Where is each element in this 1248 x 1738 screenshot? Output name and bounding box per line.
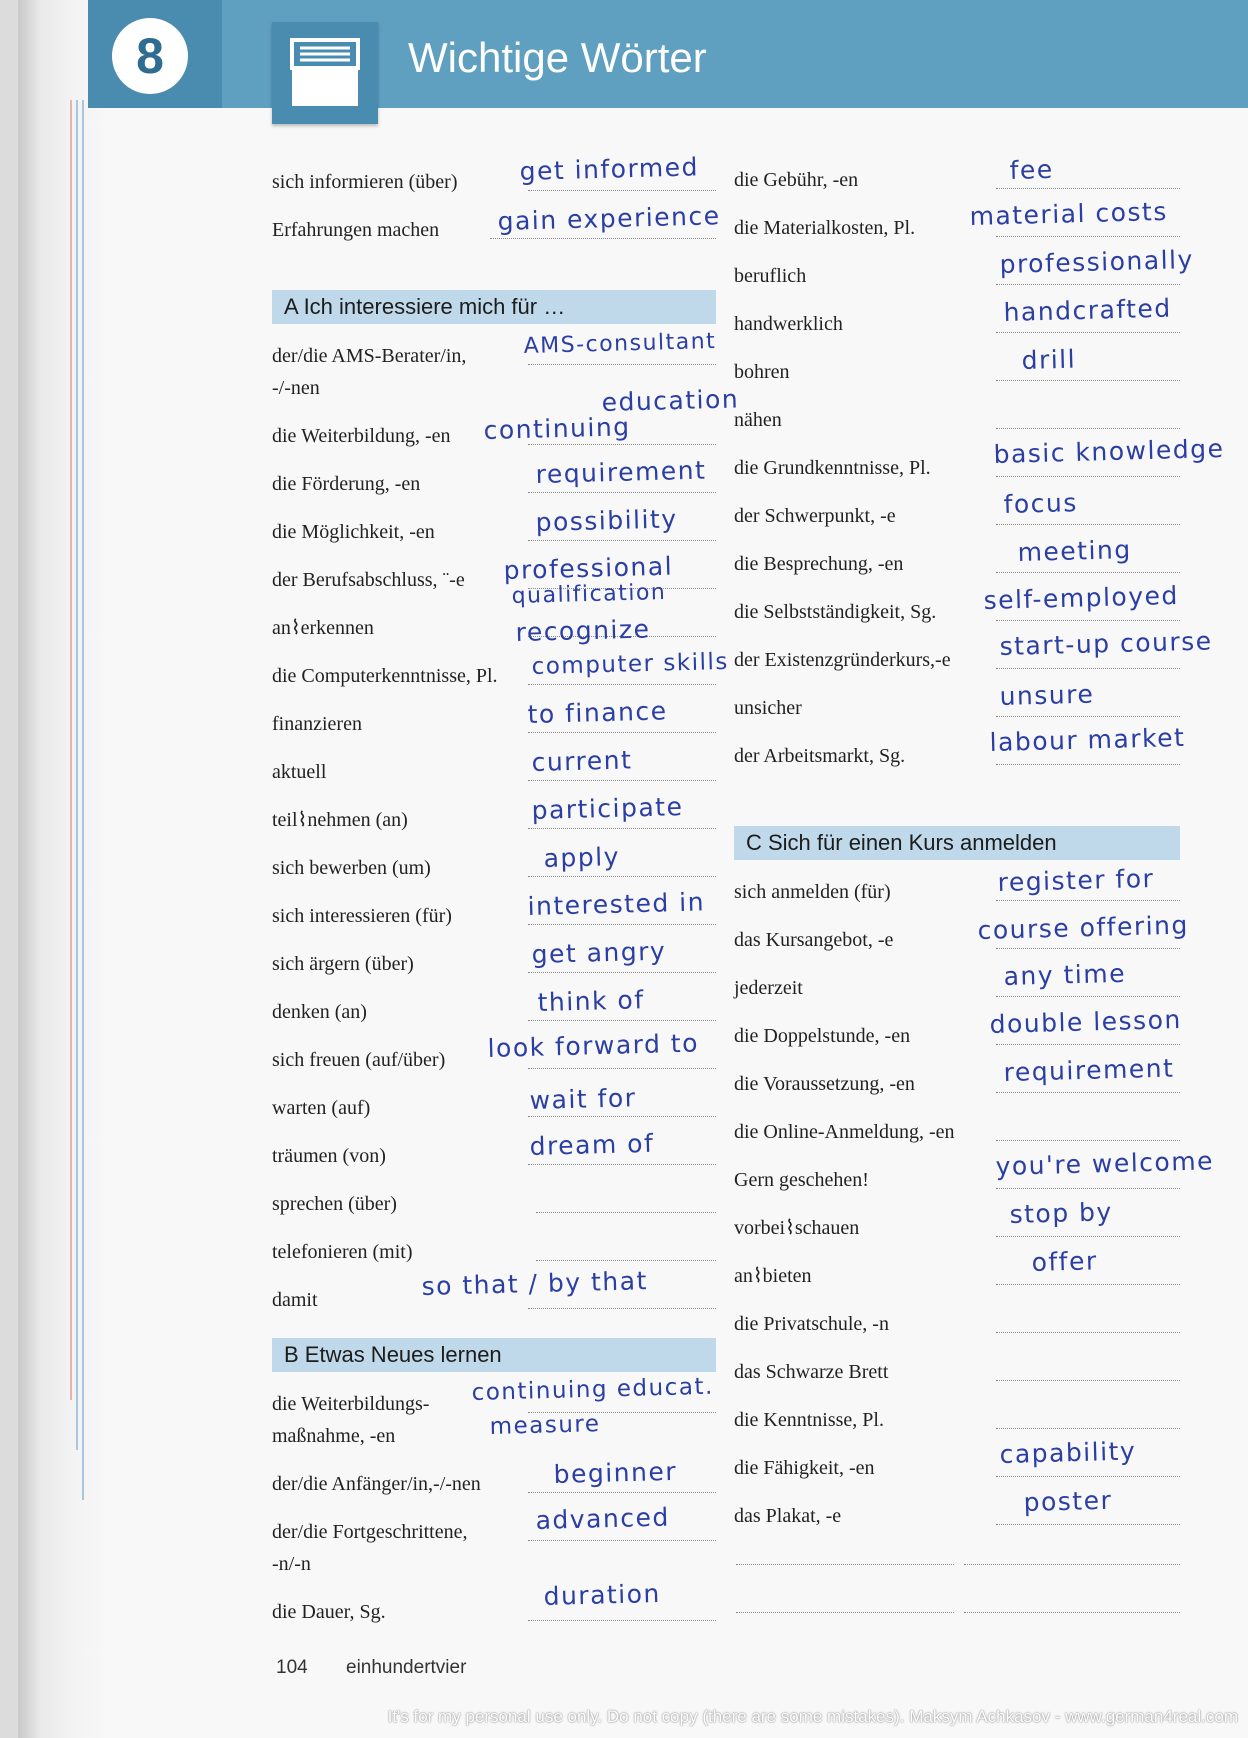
- answer-line: [996, 1524, 1180, 1525]
- handwritten-note: professionally: [999, 244, 1195, 279]
- answer-line: [490, 238, 716, 239]
- handwritten-note: beginner: [553, 1456, 678, 1489]
- handwritten-note: poster: [1023, 1485, 1113, 1517]
- vocab-word: die Besprechung, -en: [734, 553, 904, 575]
- vocab-word: sich freuen (auf/über): [272, 1049, 446, 1071]
- answer-line: [996, 236, 1180, 237]
- page-edge-line: [76, 100, 78, 1450]
- section-a-heading: A Ich interessiere mich für …: [272, 290, 716, 324]
- vocab-word: die Fähigkeit, -en: [734, 1457, 875, 1479]
- vocab-word: die Kenntnisse, Pl.: [734, 1409, 884, 1431]
- answer-line: [996, 1380, 1180, 1381]
- answer-line: [996, 1044, 1180, 1045]
- answer-line: [528, 540, 716, 541]
- vocab-word: sich interessieren (für): [272, 905, 452, 927]
- handwritten-note: self-employed: [983, 580, 1180, 615]
- handwritten-note: continuing educat.: [471, 1373, 715, 1406]
- handwritten-note: to finance: [527, 696, 668, 729]
- handwritten-note: computer skills: [531, 648, 730, 680]
- handwritten-note: offer: [1031, 1246, 1099, 1277]
- vocab-word: damit: [272, 1289, 318, 1311]
- answer-line: [996, 524, 1180, 525]
- vocab-word: die Voraussetzung, -en: [734, 1073, 915, 1095]
- vocab-word: denken (an): [272, 1001, 367, 1023]
- handwritten-note: dream of: [529, 1128, 655, 1161]
- vocab-word: der Berufsabschluss, ¨-e: [272, 569, 465, 591]
- handwritten-note: gain experience: [497, 201, 721, 236]
- vocab-word: sich informieren (über): [272, 171, 458, 193]
- vocab-word: warten (auf): [272, 1097, 371, 1119]
- vocab-word: sich anmelden (für): [734, 881, 891, 903]
- vocab-word: vorbei⌇schauen: [734, 1217, 860, 1239]
- answer-line: [528, 732, 716, 733]
- vocab-word: die Weiterbildung, -en: [272, 425, 451, 447]
- answer-line: [996, 1476, 1180, 1477]
- vocab-word: die Online-Anmeldung, -en: [734, 1121, 955, 1143]
- handwritten-note: duration: [543, 1578, 662, 1611]
- vocab-word: der Schwerpunkt, -e: [734, 505, 896, 527]
- answer-line: [528, 1116, 716, 1117]
- answer-line: [528, 1068, 716, 1069]
- answer-line: [996, 1284, 1180, 1285]
- vocab-word: die Dauer, Sg.: [272, 1601, 386, 1623]
- answer-line: [996, 1140, 1180, 1141]
- answer-line: [528, 684, 716, 685]
- answer-line: [996, 1188, 1180, 1189]
- vocab-word: an⌇bieten: [734, 1265, 812, 1287]
- vocab-word: telefonieren (mit): [272, 1241, 413, 1263]
- answer-line: [528, 780, 716, 781]
- answer-line: [528, 1620, 716, 1621]
- answer-line: [996, 284, 1180, 285]
- handwritten-note: get informed: [519, 152, 700, 186]
- vocab-word: die Gebühr, -en: [734, 169, 859, 191]
- answer-line: [996, 1428, 1180, 1429]
- answer-line: [996, 996, 1180, 997]
- handwritten-note: look forward to: [487, 1028, 700, 1063]
- vocab-word: das Schwarze Brett: [734, 1361, 889, 1383]
- section-b-heading: B Etwas Neues lernen: [272, 1338, 716, 1372]
- vocab-word: die Doppelstunde, -en: [734, 1025, 911, 1047]
- answer-line: [996, 380, 1180, 381]
- handwritten-note: course offering: [977, 910, 1190, 945]
- word-box-icon: [272, 22, 378, 124]
- vocab-word: der/die AMS-Berater/in,: [272, 345, 467, 367]
- handwritten-note: get angry: [531, 936, 667, 969]
- vocab-word: der/die Anfänger/in,-/-nen: [272, 1473, 481, 1495]
- handwritten-note: continuing: [483, 412, 631, 445]
- page-number: 104: [276, 1657, 308, 1678]
- blank-line: [736, 1564, 954, 1565]
- blank-line: [964, 1564, 1180, 1565]
- answer-line: [996, 188, 1180, 189]
- vocab-word: der Arbeitsmarkt, Sg.: [734, 745, 906, 767]
- handwritten-note: current: [531, 745, 633, 777]
- handwritten-note: education: [601, 384, 740, 417]
- handwritten-note: drill: [1021, 344, 1077, 375]
- vocab-word: der Existenzgründerkurs,-e: [734, 649, 951, 671]
- vocab-word: die Weiterbildungs-: [272, 1393, 430, 1415]
- answer-line: [528, 972, 716, 973]
- chapter-number: 8: [112, 18, 188, 94]
- vocab-word: finanzieren: [272, 713, 362, 735]
- handwritten-note: meeting: [1017, 535, 1133, 567]
- section-c-heading: C Sich für einen Kurs anmelden: [734, 826, 1180, 860]
- handwritten-note: requirement: [1003, 1053, 1175, 1087]
- answer-line: [536, 1212, 716, 1213]
- handwritten-note: unsure: [999, 679, 1095, 711]
- answer-line: [996, 1332, 1180, 1333]
- handwritten-note: you're welcome: [995, 1146, 1215, 1181]
- handwritten-note: basic knowledge: [993, 433, 1225, 469]
- handwritten-note: double lesson: [989, 1004, 1183, 1039]
- vocab-word: an⌇erkennen: [272, 617, 374, 639]
- answer-line: [528, 876, 716, 877]
- vocab-word: bohren: [734, 361, 790, 383]
- vocab-word: nähen: [734, 409, 782, 431]
- vocab-word-cont: maßnahme, -en: [272, 1425, 396, 1447]
- answer-line: [996, 900, 1180, 901]
- handwritten-note: AMS-consultant: [523, 328, 717, 359]
- vocab-word: das Plakat, -e: [734, 1505, 842, 1527]
- handwritten-note: qualification: [511, 579, 667, 609]
- page-title: Wichtige Wörter: [408, 34, 707, 81]
- vocab-word: träumen (von): [272, 1145, 386, 1167]
- answer-line: [528, 1540, 716, 1541]
- handwritten-note: wait for: [529, 1083, 637, 1115]
- handwritten-note: interested in: [527, 887, 706, 921]
- vocab-word: der/die Fortgeschrittene,: [272, 1521, 468, 1543]
- vocab-word-cont: -/-nen: [272, 377, 320, 399]
- vocab-word: handwerklich: [734, 313, 843, 335]
- page-number-words: einhundertvier: [346, 1657, 467, 1678]
- vocab-word: beruflich: [734, 265, 807, 287]
- answer-line: [996, 620, 1180, 621]
- vocab-word: die Selbstständigkeit, Sg.: [734, 601, 937, 623]
- answer-line: [528, 364, 716, 365]
- vocab-word-cont: -n/-n: [272, 1553, 311, 1575]
- handwritten-note: start-up course: [999, 626, 1213, 661]
- vocab-word: das Kursangebot, -e: [734, 929, 894, 951]
- answer-line: [996, 764, 1180, 765]
- answer-line: [996, 572, 1180, 573]
- handwritten-note: focus: [1003, 488, 1079, 519]
- handwritten-note: possibility: [535, 504, 678, 537]
- vocab-word: sich bewerben (um): [272, 857, 431, 879]
- vocab-word: sich ärgern (über): [272, 953, 414, 975]
- vocab-word: die Computerkenntnisse, Pl.: [272, 665, 498, 687]
- handwritten-note: register for: [997, 863, 1155, 897]
- answer-line: [536, 1260, 716, 1261]
- handwritten-note: participate: [531, 792, 684, 825]
- handwritten-note: capability: [999, 1436, 1137, 1469]
- handwritten-note: material costs: [969, 196, 1169, 231]
- vocab-word: sprechen (über): [272, 1193, 397, 1215]
- answer-line: [528, 1164, 716, 1165]
- handwritten-note: advanced: [535, 1502, 671, 1535]
- answer-line: [996, 716, 1180, 717]
- vocab-word: jederzeit: [734, 977, 803, 999]
- answer-line: [528, 444, 716, 445]
- page-edge-line: [70, 100, 72, 1400]
- blank-line: [964, 1612, 1180, 1613]
- page-spine-shadow: [18, 0, 108, 1738]
- watermark: It's for my personal use only. Do not copy (there are some mistakes). Maksym Achkasov - www.german4real.com: [387, 1707, 1238, 1726]
- answer-line: [528, 1020, 716, 1021]
- vocab-word: die Materialkosten, Pl.: [734, 217, 916, 239]
- answer-line: [996, 948, 1180, 949]
- vocab-word: aktuell: [272, 761, 327, 783]
- answer-line: [996, 428, 1180, 429]
- blank-line: [736, 1612, 954, 1613]
- handwritten-note: any time: [1003, 958, 1127, 991]
- vocab-word: die Förderung, -en: [272, 473, 421, 495]
- answer-line: [528, 828, 716, 829]
- vocab-word: Erfahrungen machen: [272, 219, 440, 241]
- vocab-word: die Privatschule, -n: [734, 1313, 889, 1335]
- answer-line: [528, 190, 716, 191]
- vocab-word: unsicher: [734, 697, 802, 719]
- answer-line: [528, 924, 716, 925]
- answer-line: [528, 492, 716, 493]
- answer-line: [996, 1236, 1180, 1237]
- handwritten-note: so that / by that: [421, 1266, 649, 1301]
- answer-line: [528, 1492, 716, 1493]
- answer-line: [996, 476, 1180, 477]
- vocab-word: die Möglichkeit, -en: [272, 521, 435, 543]
- answer-line: [996, 668, 1180, 669]
- vocab-word: teil⌇nehmen (an): [272, 809, 408, 831]
- handwritten-note: requirement: [535, 455, 707, 489]
- answer-line: [996, 332, 1180, 333]
- handwritten-note: labour market: [989, 722, 1186, 757]
- handwritten-note: stop by: [1009, 1197, 1114, 1229]
- answer-line: [996, 1092, 1180, 1093]
- handwritten-note: apply: [543, 842, 621, 873]
- handwritten-note: handcrafted: [1003, 293, 1173, 327]
- handwritten-note: measure: [489, 1411, 601, 1440]
- handwritten-note: fee: [1009, 154, 1055, 185]
- page-edge-line: [82, 100, 84, 1500]
- vocab-word: die Grundkenntnisse, Pl.: [734, 457, 931, 479]
- answer-line: [528, 1308, 716, 1309]
- handwritten-note: think of: [537, 985, 645, 1017]
- handwritten-note: recognize: [515, 614, 651, 647]
- vocab-word: Gern geschehen!: [734, 1169, 869, 1191]
- handwritten-note: professional: [503, 551, 674, 585]
